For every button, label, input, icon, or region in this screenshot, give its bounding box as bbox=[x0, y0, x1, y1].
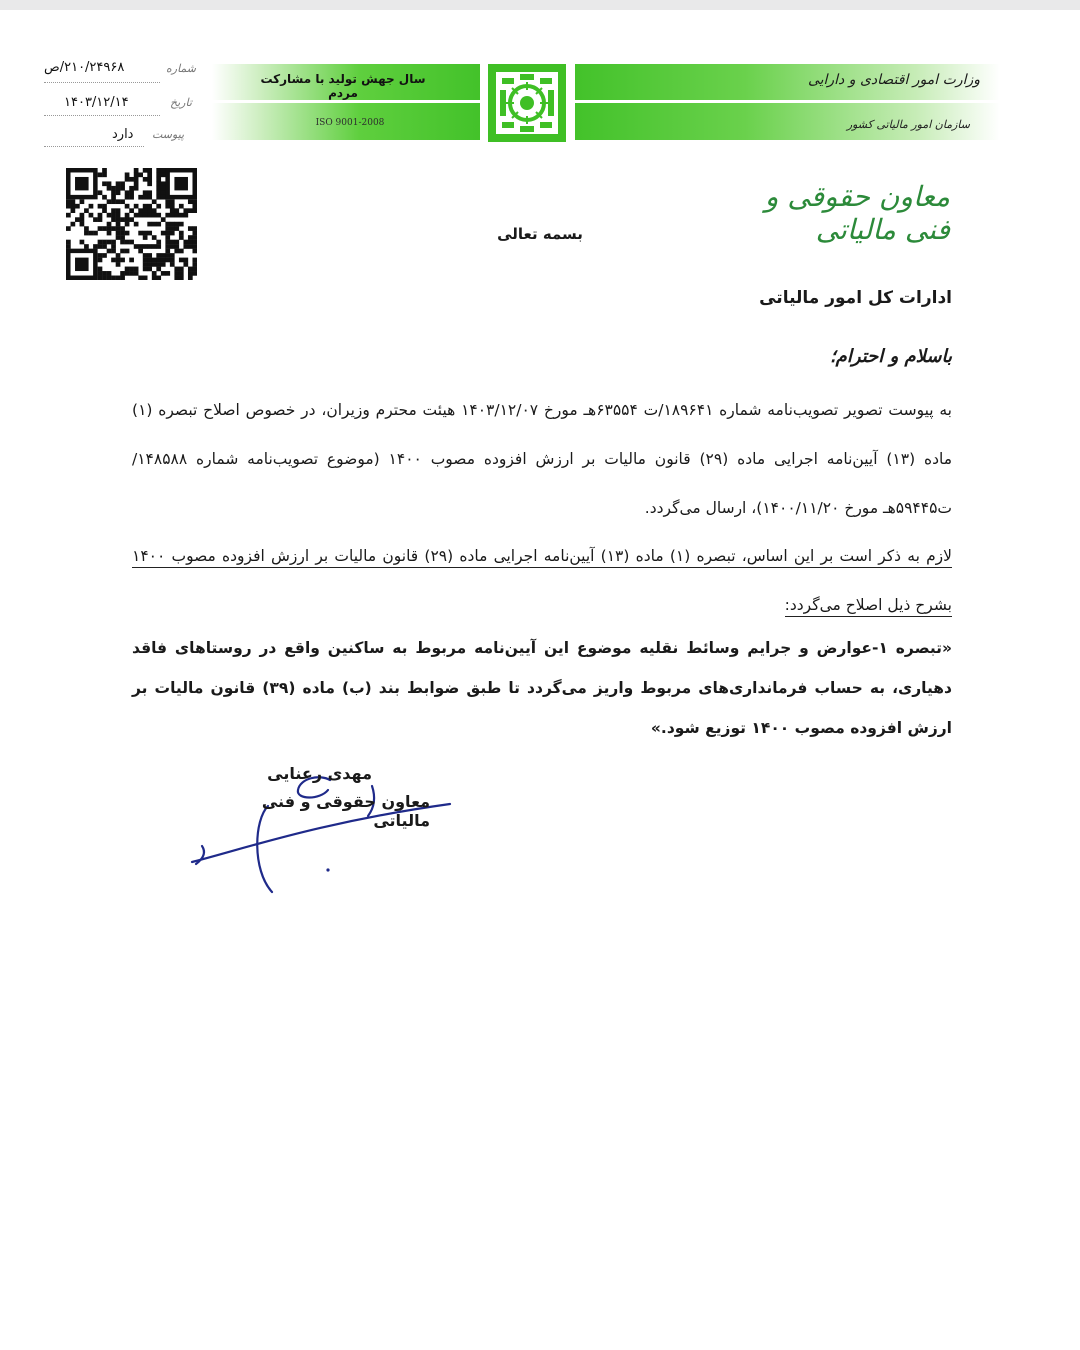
body-paragraph-2 bbox=[132, 532, 952, 630]
attachment-dots bbox=[44, 146, 144, 147]
letter-date: ۱۴۰۳/۱۲/۱۴ bbox=[64, 95, 129, 110]
date-label: تاریخ bbox=[170, 96, 192, 109]
signer-name: مهدی رعنایی bbox=[267, 764, 372, 783]
top-strip bbox=[0, 0, 1080, 10]
attachment-label: پیوست bbox=[152, 128, 185, 141]
date-dots bbox=[44, 115, 160, 116]
letter-number: ۲۱۰/۲۴۹۶۸/ص bbox=[44, 60, 125, 75]
number-dots bbox=[44, 82, 160, 83]
organization-name: سازمان امور مالیاتی کشور bbox=[846, 118, 970, 131]
year-slogan: سال جهش تولید با مشارکت مردم bbox=[260, 72, 426, 100]
iso-certification: ISO 9001-2008 bbox=[315, 118, 385, 128]
number-label: شماره bbox=[166, 62, 197, 75]
tax-organization-emblem-icon bbox=[484, 60, 570, 146]
body-paragraph-3-amendment: «تبصره ۱-عوارض و جرایم وسائط نقلیه موضوع این آیین‌نامه مربوط به ساکنین واقع در روستاهای فاقد دهیاری، به حساب فرمانداری‌های مربوط واریز می‌گردد تا طبق ضوابط بند (ب) ماده (۳۹) قانون مالیات بر ارزش افزوده مصوب ۱۴۰۰ توزیع شود.» bbox=[132, 639, 952, 737]
department-title: معاون حقوقی و فنی مالیاتی bbox=[764, 180, 950, 246]
attachment-value: دارد bbox=[112, 127, 134, 142]
qr-code-icon bbox=[66, 168, 197, 280]
signer-title: معاون حقوقی و فنی مالیاتی bbox=[261, 792, 430, 830]
ministry-name: وزارت امور اقتصادی و دارایی bbox=[807, 72, 980, 88]
greeting: باسلام و احترام؛ bbox=[829, 346, 952, 367]
recipient: ادارات کل امور مالیاتی bbox=[759, 288, 952, 308]
body-paragraph-2-text: لازم به ذکر است بر این اساس، تبصره (۱) ماده (۱۳) آیین‌نامه اجرایی ماده (۲۹) قانون مالیات بر ارزش افزوده مصوب ۱۴۰۰ بشرح ذیل اصلاح می‌گردد: bbox=[132, 547, 952, 617]
body-paragraph-1: به پیوست تصویر تصویب‌نامه شماره ۱۸۹۶۴۱/ت ۶۳۵۵۴هـ مورخ ۱۴۰۳/۱۲/۰۷ هیئت محترم وزیران، در خصوص اصلاح تبصره (۱) ماده (۱۳) آیین‌نامه اجرایی ماده (۲۹) قانون مالیات بر ارزش افزوده مصوب ۱۴۰۰ (موضوع تصویب‌نامه شماره ۱۴۸۵۸۸/ت۵۹۴۴۵هـ مورخ ۱۴۰۰/۱۱/۲۰)، ارسال می‌گردد. bbox=[132, 401, 952, 517]
basmala: بسمه تعالی bbox=[497, 225, 583, 243]
